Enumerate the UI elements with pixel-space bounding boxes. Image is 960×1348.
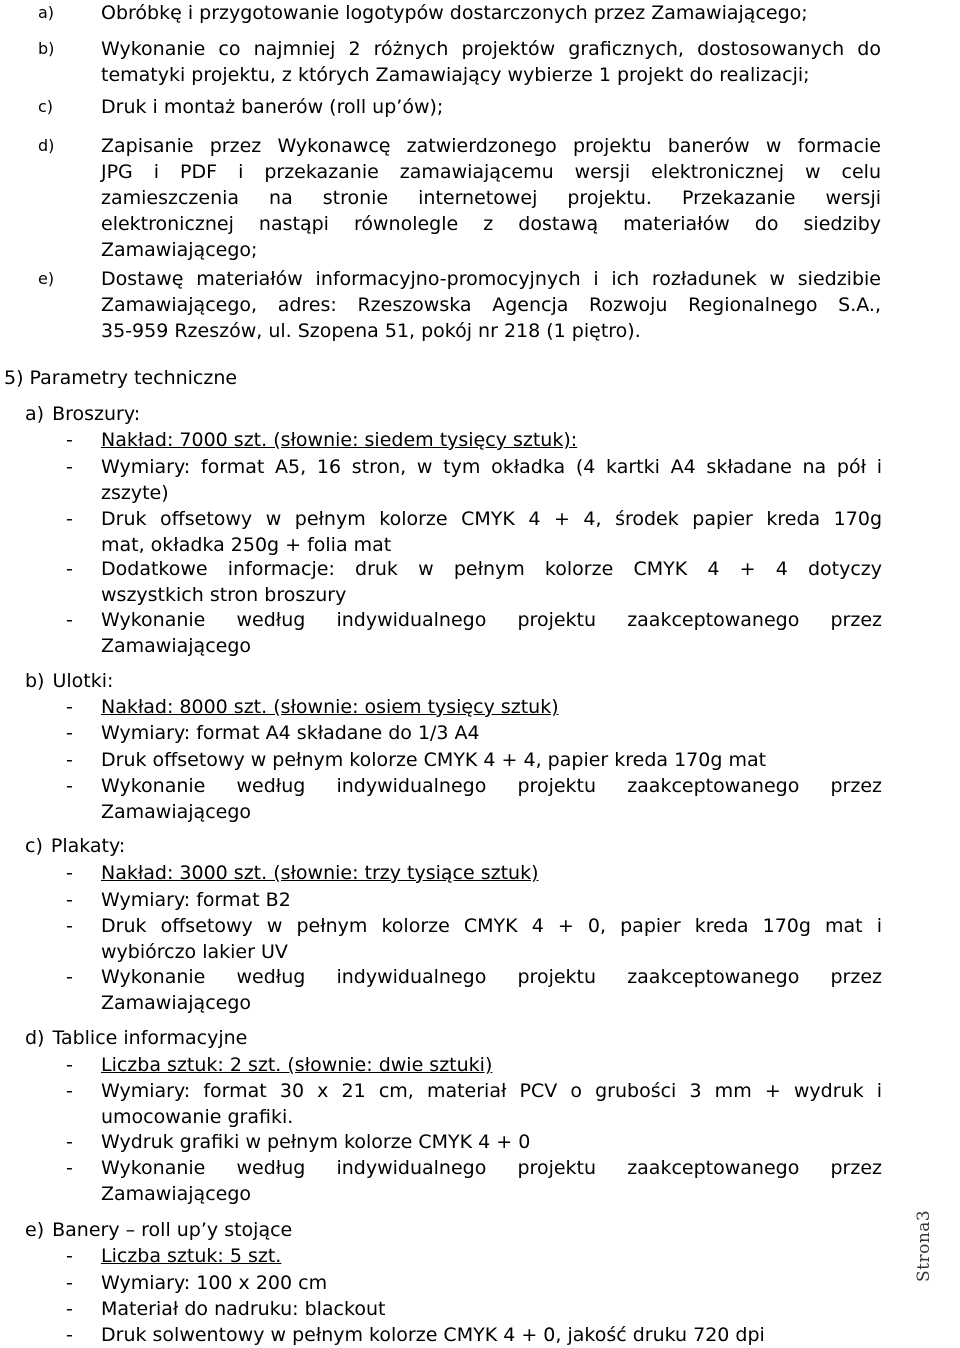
subsection-title: Banery – roll up’y stojące xyxy=(52,1219,293,1241)
bullet-line: Materiał do nadruku: blackout xyxy=(101,1298,386,1320)
item-line: Dostawę materiałów informacyjno-promocyjnych i ich rozładunek w siedzibie xyxy=(101,268,881,290)
bullet-dash: - xyxy=(66,696,73,718)
bullet-line: Wymiary: format B2 xyxy=(101,889,291,911)
bullet-dash: - xyxy=(66,722,73,744)
bullet-dash: - xyxy=(66,1054,73,1076)
bullet-dash: - xyxy=(66,889,73,911)
subsection-label: b) xyxy=(25,670,45,692)
subsection-heading-c xyxy=(25,833,125,859)
bullet-dash: - xyxy=(66,966,73,988)
item-line: elektronicznej nastąpi równolegle z dostawą materiałów do siedziby xyxy=(101,213,881,235)
item-line: tematyki projektu, z których Zamawiający wybierze 1 projekt do realizacji; xyxy=(101,64,810,86)
item-line: Zamawiającego, adres: Rzeszowska Agencja Rozwoju Regionalnego S.A., xyxy=(101,294,881,316)
bullet-line: Zamawiającego xyxy=(101,635,252,657)
bullet-line: Zamawiającego xyxy=(101,801,252,823)
bullet-line: Wykonanie według indywidualnego projektu zaakceptowanego przez xyxy=(101,775,882,797)
item-line: 35-959 Rzeszów, ul. Szopena 51, pokój nr 218 (1 piętro). xyxy=(101,320,641,342)
bullet-line: Liczba sztuk: 5 szt. xyxy=(101,1245,282,1267)
item-marker: d) xyxy=(38,136,55,155)
bullet-line: Wymiary: format A4 składane do 1/3 A4 xyxy=(101,722,480,744)
bullet-line: mat, okładka 250g + folia mat xyxy=(101,534,392,556)
item-line: Zapisanie przez Wykonawcę zatwierdzonego projektu banerów w formacie xyxy=(101,135,881,157)
item-marker: b) xyxy=(38,39,55,58)
bullet-dash: - xyxy=(66,1245,73,1267)
bullet-dash: - xyxy=(66,749,73,771)
subsection-title: Plakaty: xyxy=(50,835,126,857)
subsection-label: d) xyxy=(25,1027,45,1049)
bullet-line: zszyte) xyxy=(101,482,169,504)
bullet-dash: - xyxy=(66,775,73,797)
bullet-line: Druk offsetowy w pełnym kolorze CMYK 4 + 4, środek papier kreda 170g xyxy=(101,508,882,530)
bullet-line: Wykonanie według indywidualnego projektu zaakceptowanego przez xyxy=(101,609,882,631)
bullet-line: Druk solwentowy w pełnym kolorze CMYK 4 + 0, jakość druku 720 dpi xyxy=(101,1324,765,1346)
section-title: 5) Parametry techniczne xyxy=(4,367,238,389)
subsection-label: a) xyxy=(25,403,45,425)
page-number-watermark xyxy=(914,1209,960,1282)
item-line: zamieszczenia na stronie internetowej projektu. Przekazanie wersji xyxy=(101,187,881,209)
subsection-heading-b xyxy=(25,668,113,694)
subsection-title: Ulotki: xyxy=(52,670,114,692)
subsection-heading-e xyxy=(25,1217,292,1243)
item-line: Zamawiającego; xyxy=(101,239,258,261)
bullet-dash: - xyxy=(66,1131,73,1153)
subsection-label: c) xyxy=(25,835,43,857)
bullet-dash: - xyxy=(66,1157,73,1179)
bullet-line: Wykonanie według indywidualnego projektu zaakceptowanego przez xyxy=(101,1157,882,1179)
bullet-line: Nakład: 8000 szt. (słownie: osiem tysięcy sztuk) xyxy=(101,696,559,718)
bullet-dash: - xyxy=(66,915,73,937)
bullet-line: wybiórczo lakier UV xyxy=(101,941,288,963)
bullet-dash: - xyxy=(66,1080,73,1102)
item-marker: a) xyxy=(38,3,55,22)
item-marker: e) xyxy=(38,269,55,288)
bullet-dash: - xyxy=(66,558,73,580)
item-line: Wykonanie co najmniej 2 różnych projektów graficznych, dostosowanych do xyxy=(101,38,881,60)
bullet-dash: - xyxy=(66,609,73,631)
subsection-label: e) xyxy=(25,1219,45,1241)
bullet-line: Wydruk grafiki w pełnym kolorze CMYK 4 + 0 xyxy=(101,1131,531,1153)
bullet-dash: - xyxy=(66,862,73,884)
bullet-line: Zamawiającego xyxy=(101,1183,252,1205)
subsection-heading-d xyxy=(25,1025,247,1051)
bullet-line: Wymiary: format 30 x 21 cm, materiał PCV o grubości 3 mm + wydruk i xyxy=(101,1080,882,1102)
bullet-line: wszystkich stron broszury xyxy=(101,584,347,606)
bullet-dash: - xyxy=(66,1272,73,1294)
item-line: Druk i montaż banerów (roll up’ów); xyxy=(101,96,444,118)
bullet-line: Wymiary: format A5, 16 stron, w tym okładka (4 kartki A4 składane na pół i xyxy=(101,456,882,478)
bullet-line: Wymiary: 100 x 200 cm xyxy=(101,1272,328,1294)
bullet-dash: - xyxy=(66,456,73,478)
bullet-dash: - xyxy=(66,429,73,451)
bullet-line: Nakład: 3000 szt. (słownie: trzy tysiące sztuk) xyxy=(101,862,539,884)
item-line: Obróbkę i przygotowanie logotypów dostarczonych przez Zamawiającego; xyxy=(101,2,808,24)
item-line: JPG i PDF i przekazanie zamawiającemu wersji elektronicznej w celu xyxy=(101,161,881,183)
bullet-line: Druk offsetowy w pełnym kolorze CMYK 4 + 4, papier kreda 170g mat xyxy=(101,749,767,771)
bullet-line: Druk offsetowy w pełnym kolorze CMYK 4 + 0, papier kreda 170g mat i xyxy=(101,915,882,937)
bullet-line: Zamawiającego xyxy=(101,992,252,1014)
bullet-line: Wykonanie według indywidualnego projektu zaakceptowanego przez xyxy=(101,966,882,988)
subsection-title: Tablice informacyjne xyxy=(52,1027,248,1049)
bullet-line: Liczba sztuk: 2 szt. (słownie: dwie sztuki) xyxy=(101,1054,493,1076)
item-marker: c) xyxy=(38,97,54,116)
bullet-line: Nakład: 7000 szt. (słownie: siedem tysięcy sztuk): xyxy=(101,429,578,451)
bullet-line: umocowanie grafiki. xyxy=(101,1106,294,1128)
subsection-heading-a xyxy=(25,401,140,427)
bullet-dash: - xyxy=(66,1298,73,1320)
watermark-text: Strona3 xyxy=(914,1209,934,1282)
bullet-dash: - xyxy=(66,508,73,530)
bullet-line: Dodatkowe informacje: druk w pełnym kolorze CMYK 4 + 4 dotyczy xyxy=(101,558,882,580)
subsection-title: Broszury: xyxy=(52,403,141,425)
bullet-dash: - xyxy=(66,1324,73,1346)
